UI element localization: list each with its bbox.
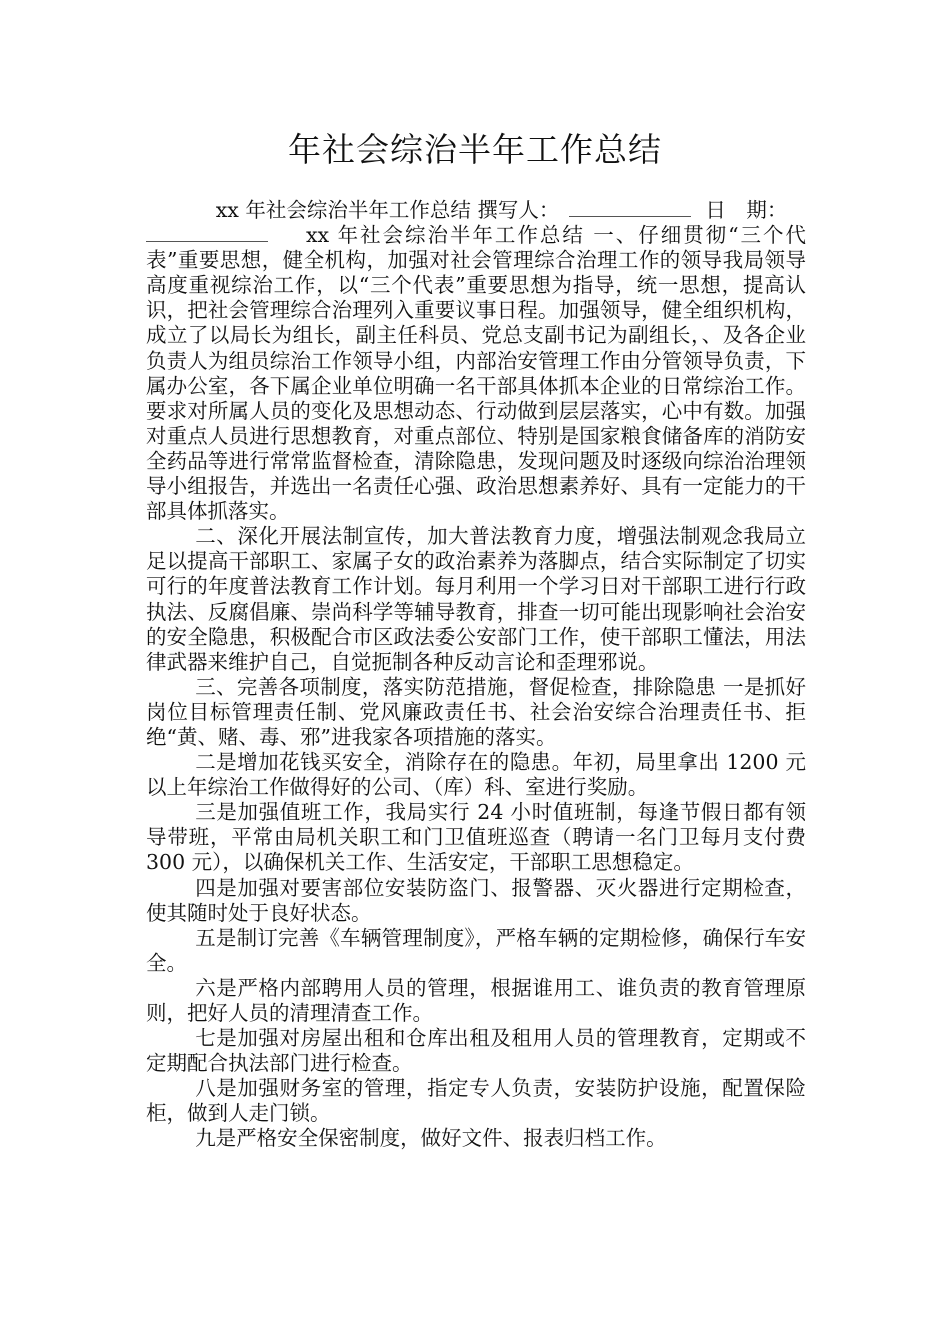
document-body [146,198,806,1152]
header-intro: xx 年社会综治半年工作总结 撰写人： [215,198,560,222]
paragraph-10: 八是加强财务室的管理，指定专人负责，安装防护设施，配置保险柜，做到人走门锁。 [146,1076,806,1126]
date-blank [146,223,268,242]
paragraph-11: 九是严格安全保密制度，做好文件、报表归档工作。 [195,1126,667,1151]
document-title: 年社会综治半年工作总结 [288,130,662,169]
paragraph-7: 五是制订完善《车辆管理制度》，严格车辆的定期检修，确保行车安全。 [146,925,806,975]
paragraph-5: 三是加强值班工作，我局实行 24 小时值班制，每逢节假日都有领导带班，平常由局机关职工和门卫值班巡查（聘请一名门卫每月支付费 300 元），以确保机关工作、生活安定，干部职工思想稳定。 [146,800,806,875]
author-blank [569,198,691,217]
paragraph-2: 二、深化开展法制宣传，加大普法教育力度，增强法制观念我局立足以提高干部职工、家属子女的政治素养为落脚点，结合实际制定了切实可行的年度普法教育工作计划。每月利用一个学习日对干部职工进行行政执法、反腐倡廉、崇尚科学等辅导教育，排查一切可能出现影响社会治安的安全隐患，积极配合市区政法委公安部门工作，使干部职工懂法，用法律武器来维护自己，自觉扼制各种反动言论和歪理邪说。 [146,524,806,674]
paragraph-8: 六是严格内部聘用人员的管理，根据谁用工、谁负责的教育管理原则，把好人员的清理清查工作。 [146,975,806,1025]
date-label: 日 期： [705,198,788,222]
paragraph-1-text: xx 年社会综治半年工作总结 一、仔细贯彻“三个代表”重要思想，健全机构，加强对社会管理综合治理工作的领导我局领导高度重视综治工作，以“三个代表”重要思想为指导，统一思想，提高认识，把社会管理综合治理列入重要议事日程。加强领导，健全组织机构，成立了以局长为组长，副主任科员、党总支副书记为副组长，、及各企业负责人为组员综治工作领导小组，内部治安管理工作由分管领导负责，下属办公室，各下属企业单位明确一名干部具体抓本企业的日常综治工作。要求对所属人员的变化及思想动态、行动做到层层落实，心中有数。加强对重点人员进行思想教育，对重点部位、特别是国家粮食储备库的消防安全药品等进行常常监督检查，清除隐患，发现问题及时逐级向综治治理领导小组报告，并选出一名责任心强、政治思想素养好、具有一定能力的干部具体抓落实。 [146,223,806,524]
paragraph-4: 二是增加花钱买安全，消除存在的隐患。年初，局里拿出 1200 元以上年综治工作做得好的公司、（库）科、室进行奖励。 [146,750,806,800]
paragraph-6: 四是加强对要害部位安装防盗门、报警器、灭火器进行定期检查，使其随时处于良好状态。 [146,875,806,925]
paragraph-1 [146,198,806,524]
paragraph-3: 三、完善各项制度，落实防范措施，督促检查，排除隐患 一是抓好岗位目标管理责任制、党风廉政责任书、社会治安综合治理责任书、拒绝“黄、赌、毒、邪”进我家各项措施的落实。 [146,674,806,749]
paragraph-9: 七是加强对房屋出租和仓库出租及租用人员的管理教育，定期或不定期配合执法部门进行检查。 [146,1026,806,1076]
